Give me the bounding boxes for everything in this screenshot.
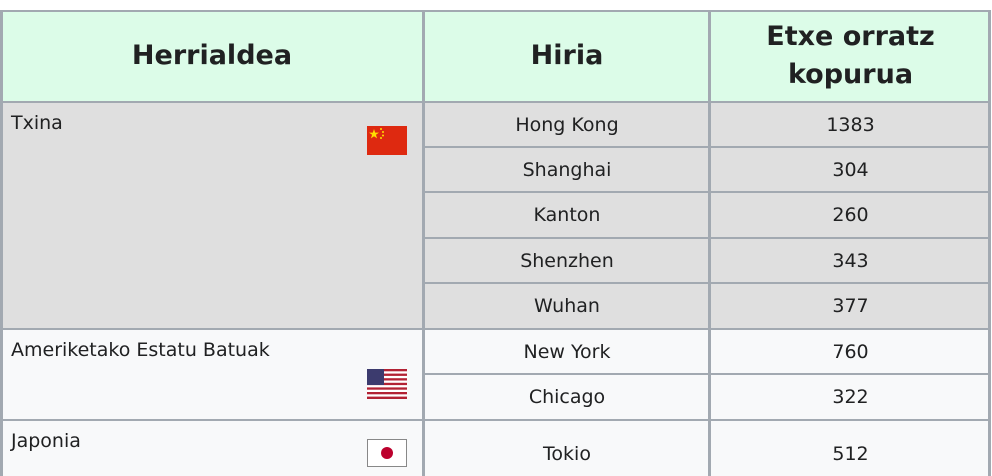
country-cell-china [0,102,424,329]
table-border [0,419,991,421]
country-name: Japonia [11,430,81,452]
table-row: Hong Kong [424,102,710,147]
table-cell-count: 260 [710,192,991,238]
table-border [422,10,425,476]
table-border [424,373,991,375]
table-border [0,10,3,476]
table-border [0,10,991,12]
table-border [0,328,991,330]
china-flag-icon [367,126,407,155]
table-cell-count: 322 [710,374,991,420]
table-row: Shenzhen [424,238,710,283]
table-cell-count: 304 [710,147,991,192]
table-row: Chicago [424,374,710,420]
table-cell-count: 512 [710,420,991,476]
table-row: Shanghai [424,147,710,192]
table-border [708,10,711,476]
country-name: Txina [11,112,63,134]
table-cell-count: 1383 [710,102,991,147]
header-country: Herrialdea [0,10,424,102]
table-row: Tokio [424,420,710,476]
country-cell-usa [0,329,424,420]
table-border [424,146,991,148]
table-border [988,10,991,476]
japan-flag-icon [367,439,407,467]
table-cell-count: 377 [710,283,991,329]
header-city: Hiria [424,10,710,102]
table-border [424,282,991,284]
table-row: Kanton [424,192,710,238]
table-border [0,101,991,103]
country-cell-japan [0,420,424,476]
header-count: Etxe orratz kopurua [710,10,991,102]
table-row: Wuhan [424,283,710,329]
usa-flag-icon [367,369,407,399]
table-border [424,191,991,193]
table-border [424,237,991,239]
country-name: Ameriketako Estatu Batuak [11,339,270,361]
table-row: New York [424,329,710,374]
table-cell-count: 760 [710,329,991,374]
table-cell-count: 343 [710,238,991,283]
